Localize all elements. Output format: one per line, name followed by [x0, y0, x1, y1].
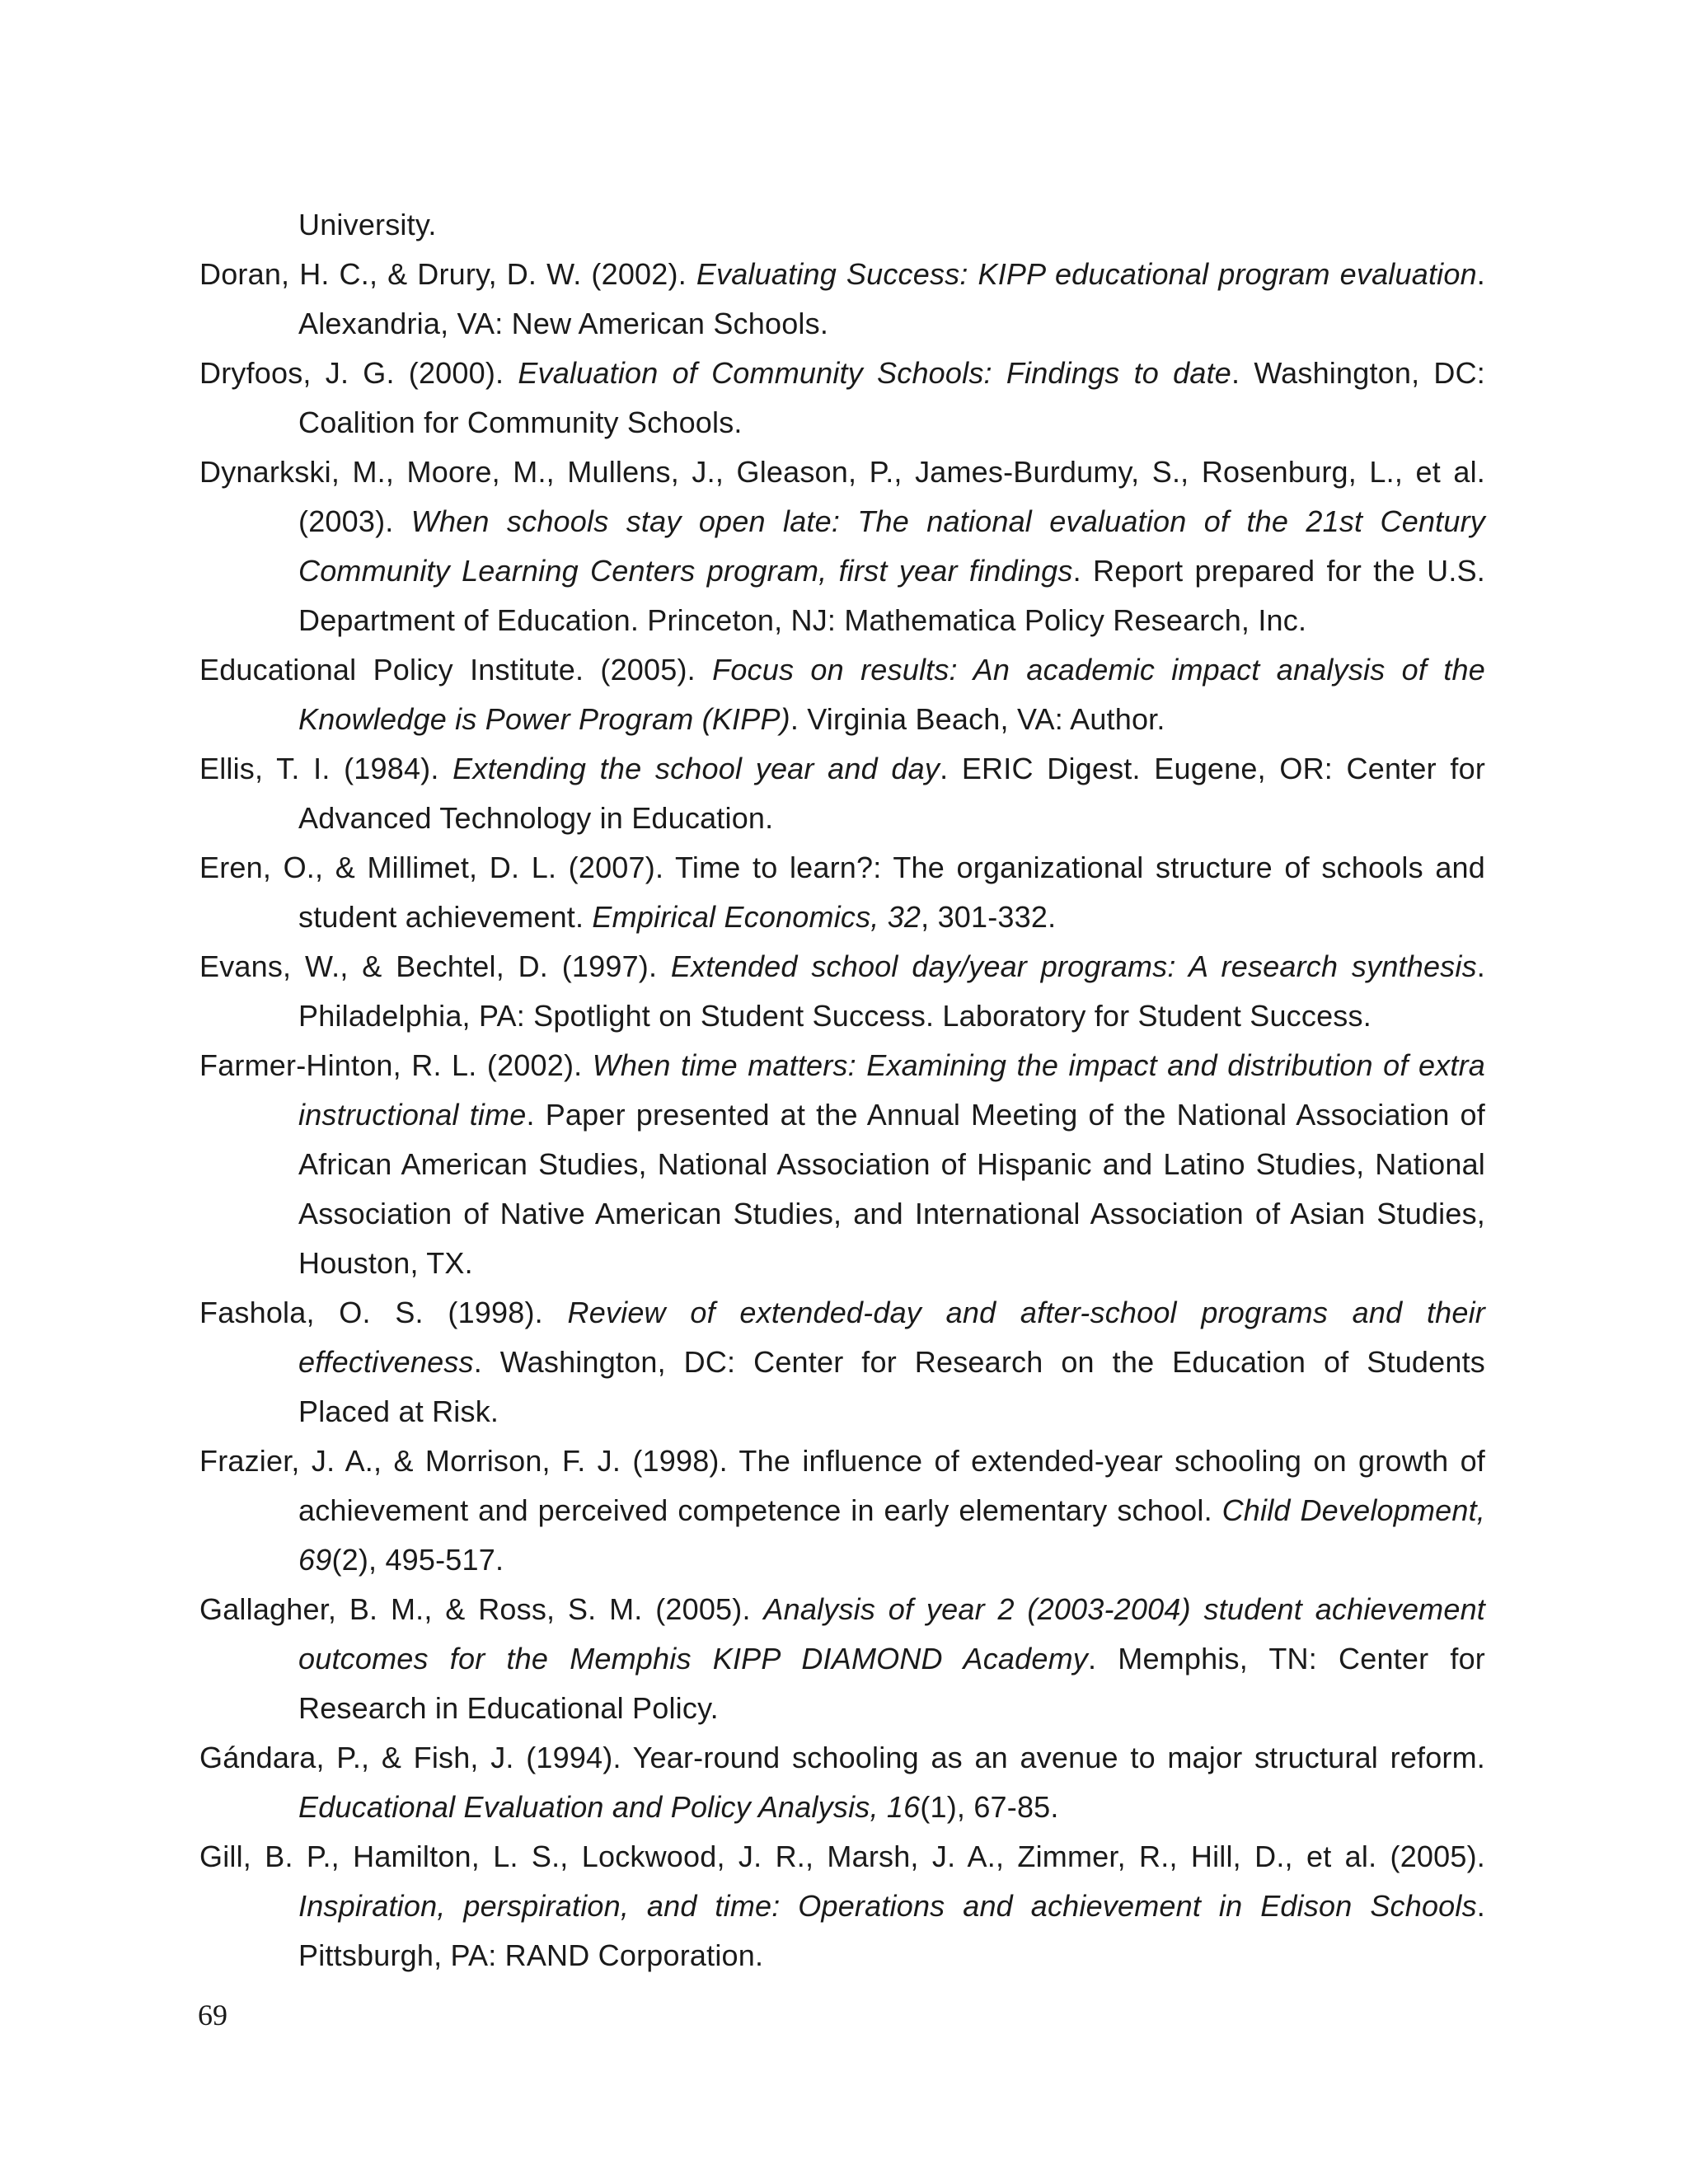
- reference-title: Evaluation of Community Schools: Findings to date: [518, 356, 1232, 390]
- reference-entry: [199, 250, 1485, 349]
- reference-text: . Memphis, TN: Center for Research in Educational Policy.: [298, 1642, 1485, 1725]
- reference-title: When time matters: Examining the impact and distribution of extra instructional time: [298, 1048, 1486, 1132]
- reference-text: Dryfoos, J. G. (2000).: [199, 356, 518, 390]
- reference-text: Fashola, O. S. (1998).: [199, 1296, 568, 1329]
- reference-title: Empirical Economics, 32: [592, 900, 921, 934]
- reference-text: Evans, W., & Bechtel, D. (1997).: [199, 949, 671, 983]
- reference-entry: [199, 1436, 1485, 1585]
- reference-entry: [199, 843, 1485, 942]
- reference-text: Frazier, J. A., & Morrison, F. J. (1998). The influence of extended-year schooling on growth of achievement and perceived competence in early elementary school.: [199, 1444, 1485, 1527]
- reference-title: Evaluating Success: KIPP educational program evaluation: [696, 257, 1477, 291]
- reference-entry: [199, 1733, 1485, 1832]
- reference-entry: [199, 942, 1485, 1041]
- reference-list: [199, 200, 1485, 1980]
- reference-text: Ellis, T. I. (1984).: [199, 752, 453, 785]
- reference-entry: [199, 1288, 1485, 1436]
- reference-text: . Virginia Beach, VA: Author.: [790, 702, 1165, 736]
- reference-entry: [199, 349, 1485, 448]
- reference-continuation: [199, 200, 1485, 250]
- reference-text: . Alexandria, VA: New American Schools.: [298, 257, 1485, 340]
- reference-text: Eren, O., & Millimet, D. L. (2007). Time to learn?: The organizational structure of schools and student achievement.: [199, 851, 1485, 934]
- reference-text: . Paper presented at the Annual Meeting of the National Association of African American Studies, National Association of Hispanic and Latino Studies, National Association of Native American Studies, and International Association of Asian Studies, Houston, TX.: [298, 1098, 1485, 1280]
- reference-title: Analysis of year 2 (2003-2004) student achievement outcomes for the Memphis KIPP DIAMOND Academy: [298, 1592, 1486, 1675]
- reference-text: (2), 495-517.: [331, 1543, 504, 1577]
- reference-text: . Washington, DC: Coalition for Community Schools.: [298, 356, 1486, 439]
- reference-entry: [199, 1585, 1485, 1733]
- reference-text: Doran, H. C., & Drury, D. W. (2002).: [199, 257, 696, 291]
- reference-text: . ERIC Digest. Eugene, OR: Center for Advanced Technology in Education.: [298, 752, 1486, 835]
- reference-entry: [199, 645, 1485, 744]
- reference-text: (1), 67-85.: [920, 1790, 1059, 1824]
- reference-title: Review of extended-day and after-school programs and their effectiveness: [298, 1296, 1485, 1379]
- reference-entry: [199, 1832, 1485, 1980]
- reference-text: Gallagher, B. M., & Ross, S. M. (2005).: [199, 1592, 764, 1626]
- reference-text: . Report prepared for the U.S. Department of Education. Princeton, NJ: Mathematica Policy Research, Inc.: [298, 554, 1485, 637]
- reference-entry: [199, 744, 1485, 843]
- reference-text: Gándara, P., & Fish, J. (1994). Year-round schooling as an avenue to major structural reform.: [199, 1741, 1485, 1774]
- reference-text: Dynarkski, M., Moore, M., Mullens, J., Gleason, P., James-Burdumy, S., Rosenburg, L., et al. (2003).: [199, 455, 1485, 538]
- reference-title: When schools stay open late: The national evaluation of the 21st Century Community Learning Centers program, first year findings: [298, 504, 1485, 588]
- reference-text: University.: [298, 208, 437, 241]
- reference-text: . Washington, DC: Center for Research on the Education of Students Placed at Risk.: [298, 1345, 1485, 1428]
- reference-text: . Pittsburgh, PA: RAND Corporation.: [298, 1889, 1485, 1972]
- reference-entry: [199, 448, 1485, 645]
- reference-title: Child Development, 69: [298, 1493, 1485, 1577]
- reference-text: Farmer-Hinton, R. L. (2002).: [199, 1048, 593, 1082]
- reference-text: , 301-332.: [921, 900, 1057, 934]
- reference-title: Educational Evaluation and Policy Analysis, 16: [298, 1790, 921, 1824]
- reference-text: Gill, B. P., Hamilton, L. S., Lockwood, J. R., Marsh, J. A., Zimmer, R., Hill, D., et al. (2005).: [199, 1840, 1485, 1873]
- reference-text: Educational Policy Institute. (2005).: [199, 653, 713, 687]
- reference-title: Focus on results: An academic impact analysis of the Knowledge is Power Program (KIPP): [298, 653, 1485, 736]
- reference-entry: [199, 1041, 1485, 1288]
- reference-title: Extended school day/year programs: A research synthesis: [670, 949, 1477, 983]
- reference-title: Extending the school year and day: [452, 752, 940, 785]
- reference-title: Inspiration, perspiration, and time: Operations and achievement in Edison Schools: [298, 1889, 1477, 1923]
- reference-text: . Philadelphia, PA: Spotlight on Student Success. Laboratory for Student Success.: [298, 949, 1485, 1033]
- page-number: 69: [198, 1999, 227, 2032]
